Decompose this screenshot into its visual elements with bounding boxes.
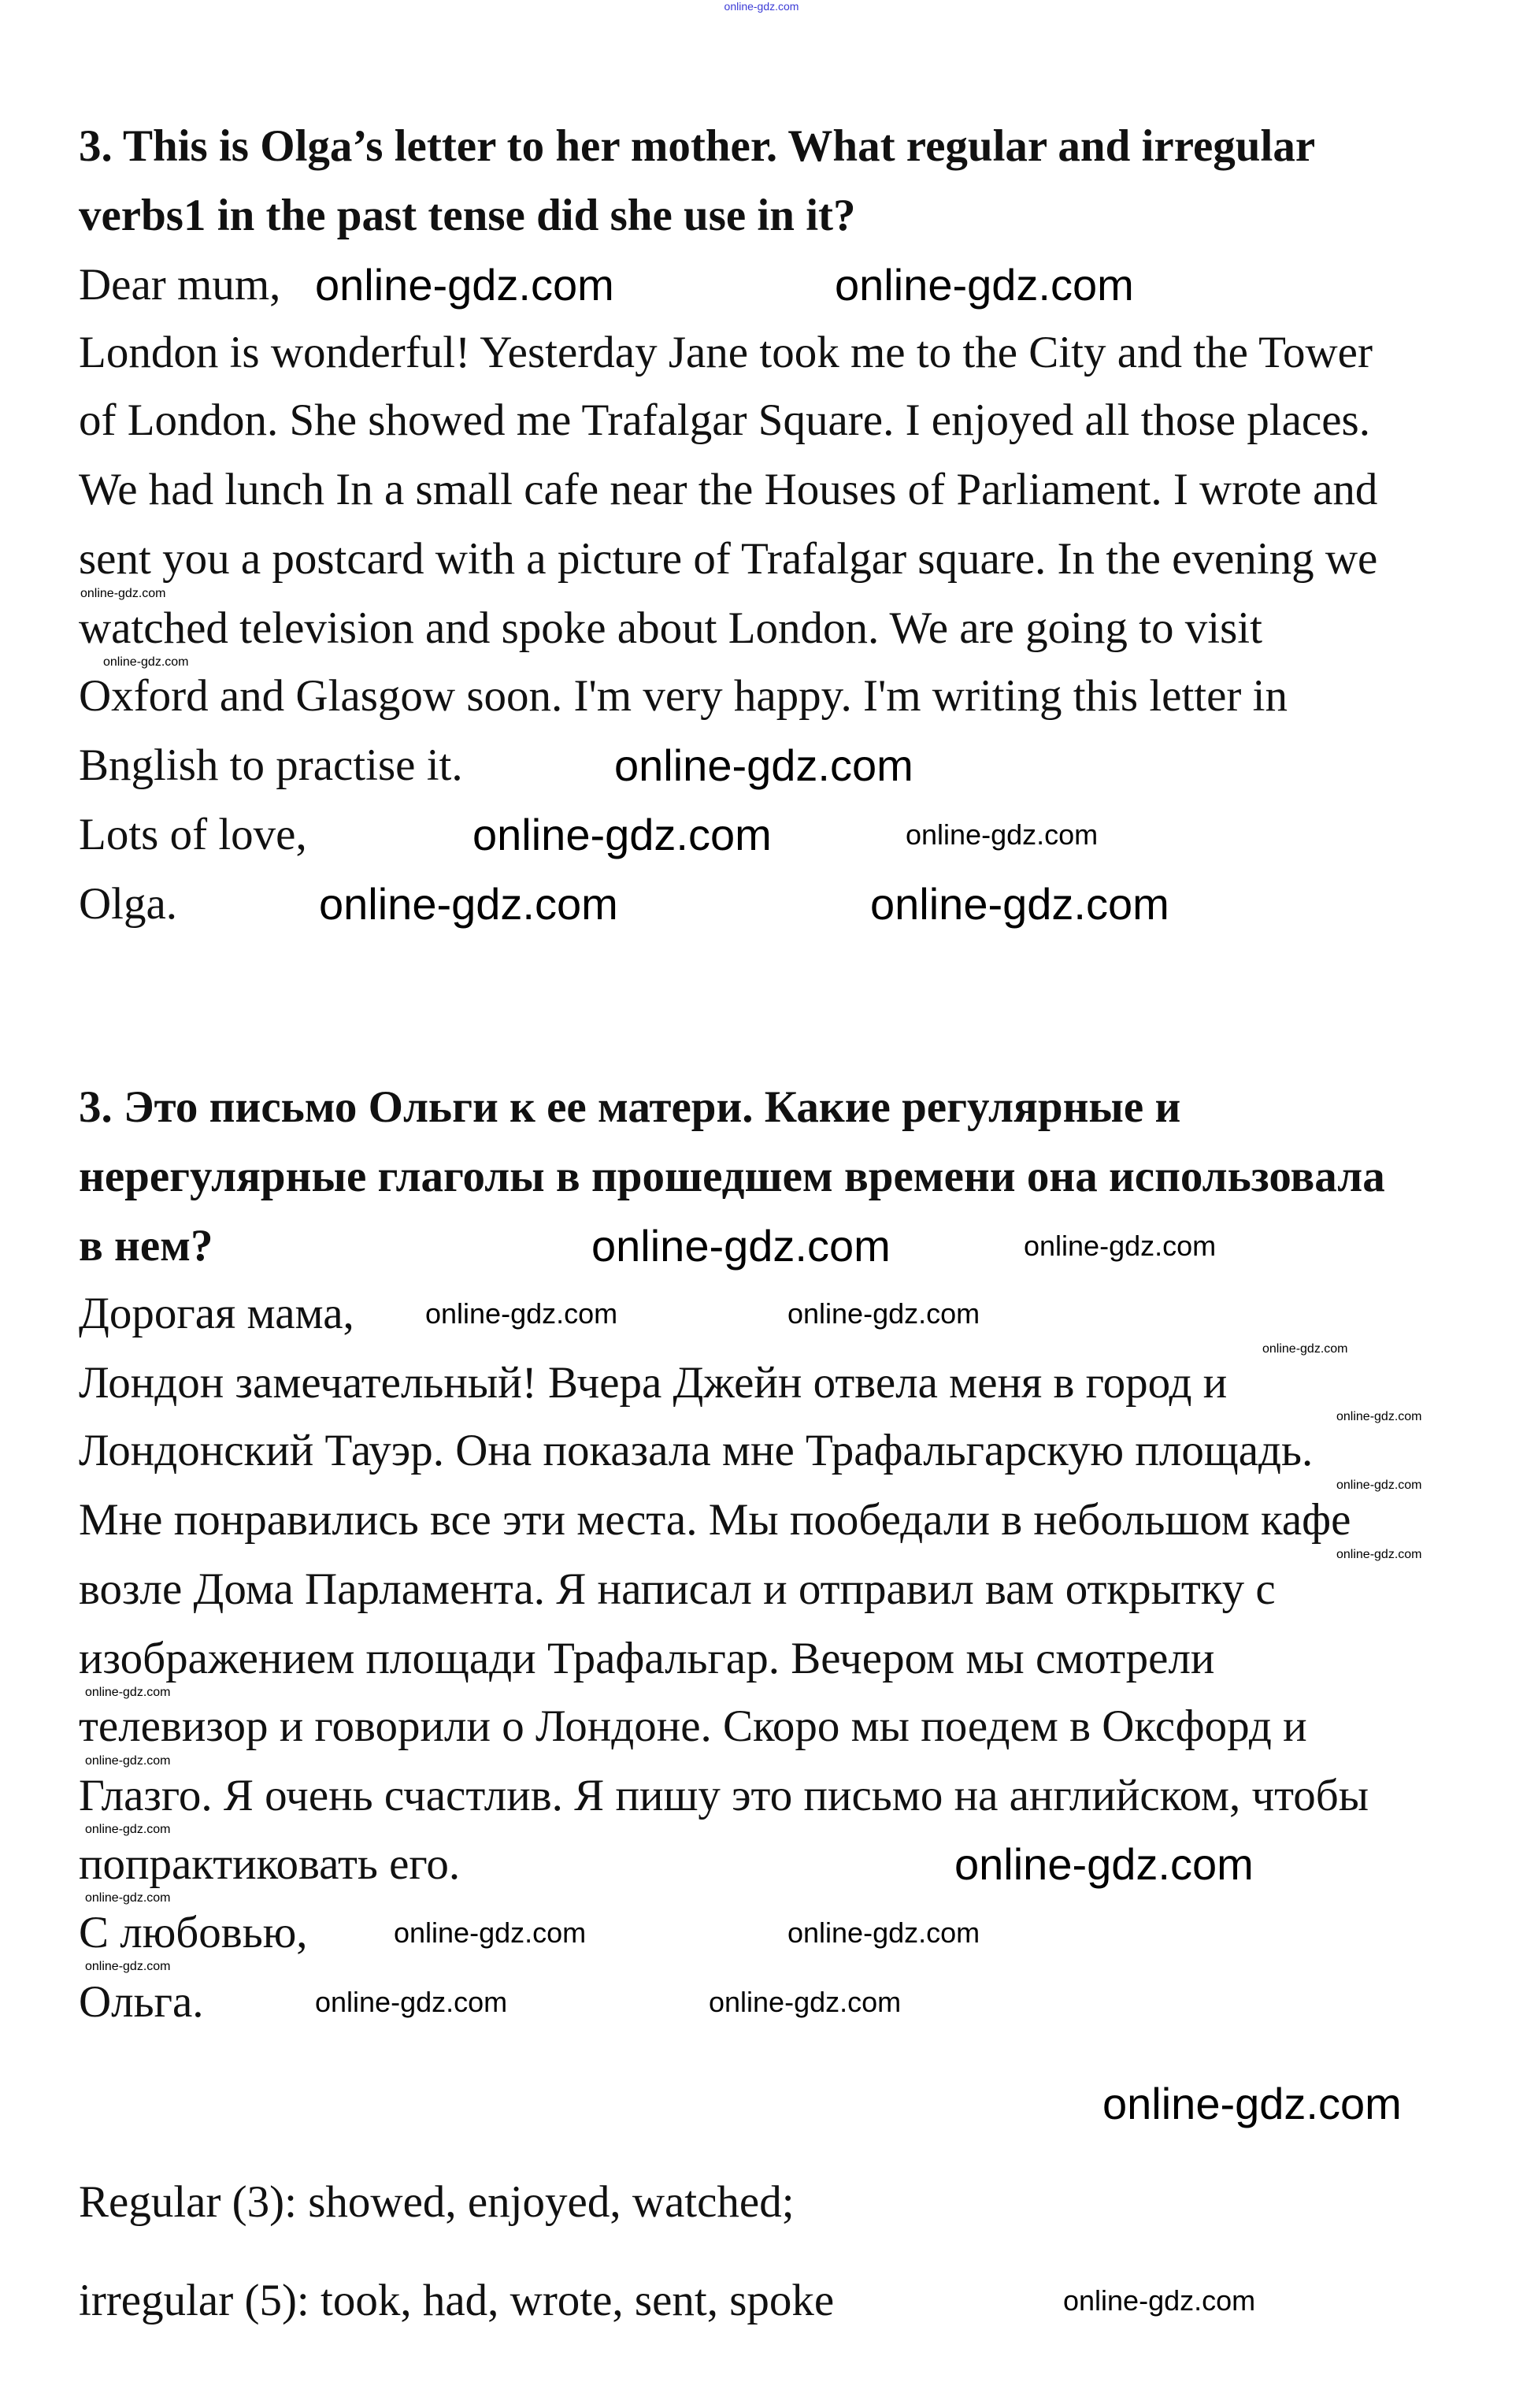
header-watermark: online-gdz.com [724, 0, 799, 13]
watermark: online-gdz.com [472, 810, 772, 859]
watermark: online-gdz.com [709, 1986, 902, 2018]
watermark: online-gdz.com [954, 1839, 1254, 1889]
letter-line: возле Дома Парламента. Я написал и отправил вам открытку с [79, 1564, 1276, 1614]
watermark: online-gdz.com [835, 260, 1134, 310]
letter-line: Dear mum, [79, 260, 281, 310]
watermark: online-gdz.com [1336, 1548, 1422, 1561]
watermark: online-gdz.com [1262, 1342, 1348, 1356]
watermark: online-gdz.com [85, 1823, 171, 1836]
letter-line: изображением площади Трафальгар. Вечером мы смотрели [79, 1634, 1215, 1683]
exercise-title: в нем? [79, 1221, 213, 1271]
letter-line: London is wonderful! Yesterday Jane took me to the City and the Tower [79, 328, 1373, 377]
letter-line: попрактиковать его. [79, 1839, 461, 1889]
watermark: online-gdz.com [614, 740, 913, 790]
answer-irregular: irregular (5): took, had, wrote, sent, spoke [79, 2276, 835, 2325]
watermark: online-gdz.com [85, 1754, 171, 1768]
letter-line: watched television and spoke about London. We are going to visit [79, 603, 1262, 653]
letter-line: Дорогая мама, [79, 1289, 354, 1338]
letter-line: We had lunch In a small cafe near the Houses of Parliament. I wrote and [79, 465, 1378, 514]
letter-line: sent you a postcard with a picture of Trafalgar square. In the evening we [79, 534, 1378, 584]
letter-line: Лондон замечательный! Вчера Джейн отвела меня в город и [79, 1358, 1228, 1408]
watermark: online-gdz.com [787, 1297, 980, 1330]
letter-line: Лондонский Тауэр. Она показала мне Трафальгарскую площадь. [79, 1426, 1314, 1475]
watermark: online-gdz.com [1336, 1410, 1422, 1423]
watermark: online-gdz.com [1102, 2079, 1402, 2128]
letter-line: Olga. [79, 879, 178, 929]
exercise-title: verbs1 in the past tense did she use in it? [79, 191, 856, 240]
letter-line: Глазго. Я очень счастлив. Я пишу это письмо на английском, чтобы [79, 1771, 1369, 1820]
letter-line: of London. She showed me Trafalgar Square. I enjoyed all those places. [79, 395, 1370, 445]
watermark: online-gdz.com [394, 1916, 587, 1949]
watermark: online-gdz.com [591, 1221, 891, 1271]
watermark: online-gdz.com [1024, 1230, 1217, 1262]
watermark: online-gdz.com [1063, 2284, 1256, 2317]
watermark: online-gdz.com [787, 1916, 980, 1949]
watermark: online-gdz.com [85, 1960, 171, 1973]
answer-regular: Regular (3): showed, enjoyed, watched; [79, 2177, 795, 2227]
watermark: online-gdz.com [85, 1686, 171, 1699]
letter-line: Мне понравились все эти места. Мы пообедали в небольшом кафе [79, 1495, 1351, 1545]
letter-line: С любовью, [79, 1908, 308, 1957]
watermark: online-gdz.com [425, 1297, 618, 1330]
watermark: online-gdz.com [103, 655, 189, 669]
watermark: online-gdz.com [906, 818, 1099, 851]
letter-line: телевизор и говорили о Лондоне. Скоро мы поедем в Оксфорд и [79, 1701, 1307, 1751]
letter-line: Bnglish to practise it. [79, 740, 463, 790]
letter-line: Oxford and Glasgow soon. I'm very happy. I'm writing this letter in [79, 671, 1288, 721]
letter-line: Ольга. [79, 1977, 204, 2027]
watermark: online-gdz.com [319, 879, 618, 929]
watermark: online-gdz.com [315, 260, 614, 310]
letter-line: Lots of love, [79, 810, 307, 859]
watermark: online-gdz.com [85, 1891, 171, 1905]
exercise-title: 3. This is Olga’s letter to her mother. What regular and irregular [79, 121, 1316, 171]
exercise-title: нерегулярные глаголы в прошедшем времени она использовала [79, 1152, 1385, 1201]
exercise-title: 3. Это письмо Ольги к ее матери. Какие регулярные и [79, 1082, 1181, 1132]
watermark: online-gdz.com [1336, 1479, 1422, 1492]
watermark: online-gdz.com [870, 879, 1169, 929]
watermark: online-gdz.com [80, 587, 166, 600]
watermark: online-gdz.com [315, 1986, 508, 2018]
